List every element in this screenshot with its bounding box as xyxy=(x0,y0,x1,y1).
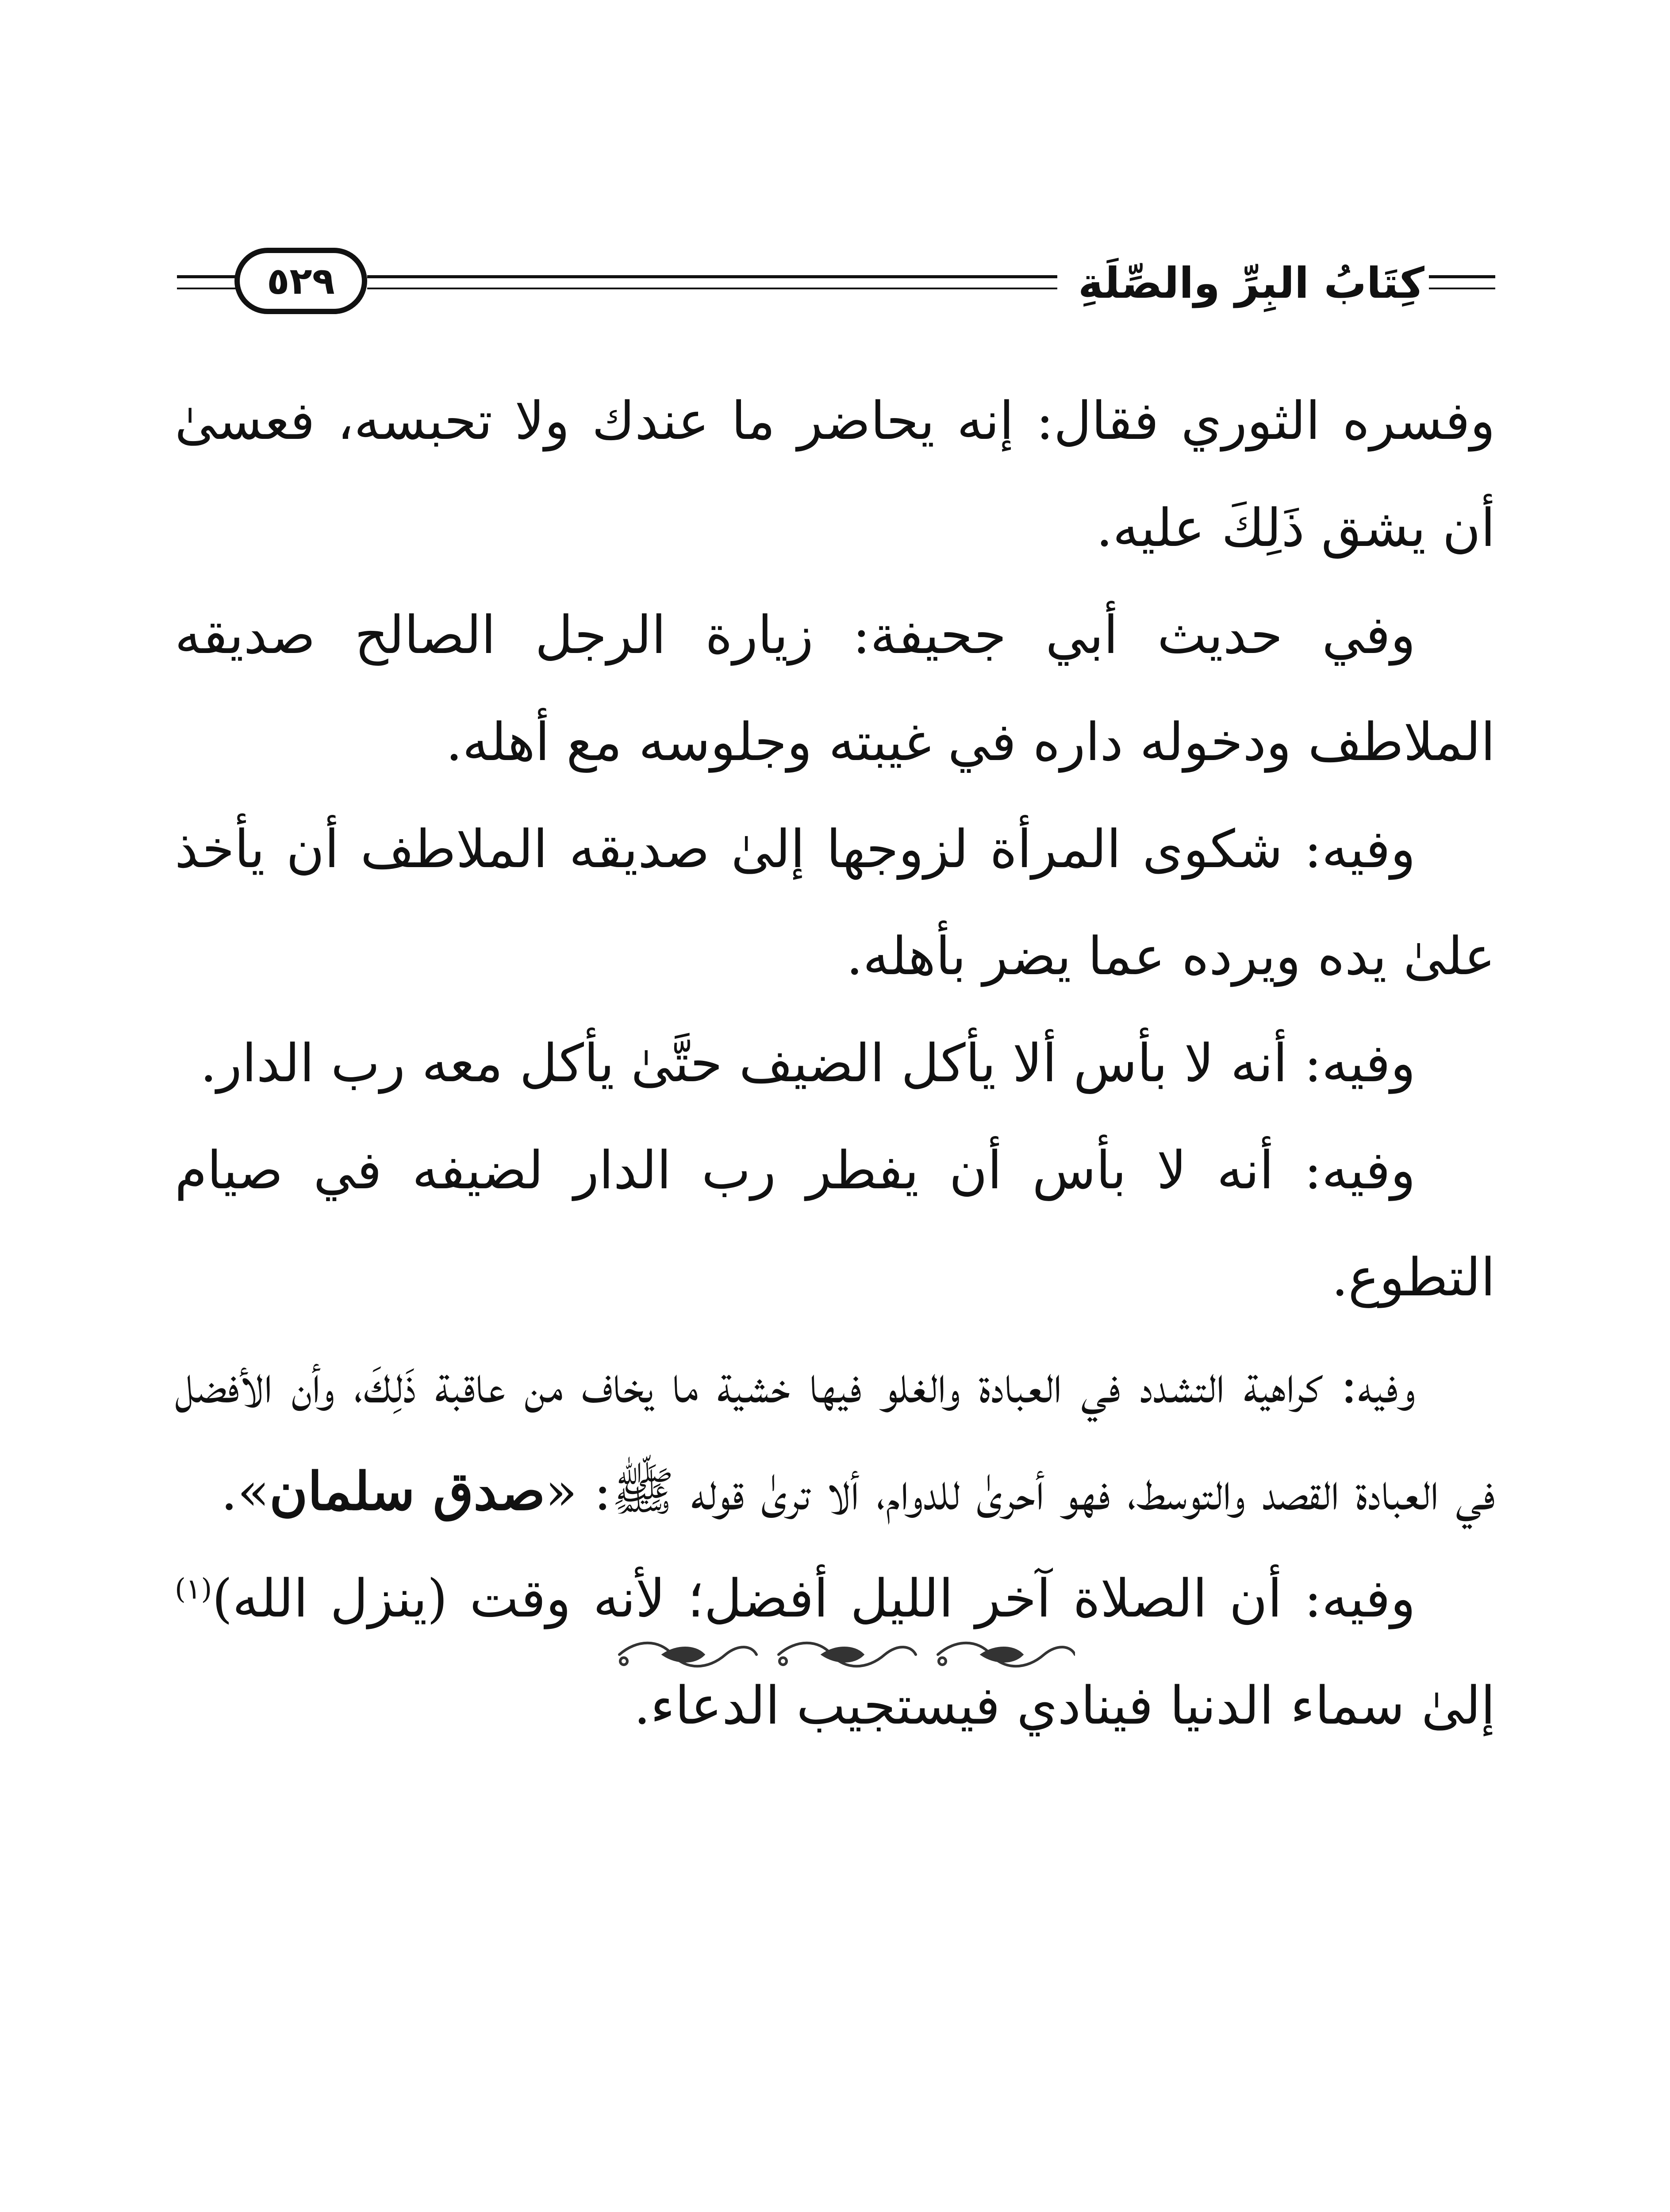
header-rule-right-outer xyxy=(1429,275,1495,278)
paragraph-7-text: وفيه: أن الصلاة آخر الليل أفضل؛ لأنه وقت (ينزل الله) xyxy=(212,1568,1416,1629)
paragraph-2: وفي حديث أبي جحيفة: زيارة الرجل الصالح صديقه الملاطف ودخوله داره في غيبته وجلوسه مع أهله. xyxy=(175,604,1495,772)
quote-bold: صدق سلمان xyxy=(269,1460,545,1522)
book-title: كِتَابُ البِرِّ والصِّلَةِ xyxy=(1078,258,1424,308)
paragraph-3: وفيه: شكوى المرأة لزوجها إلىٰ صديقه الملاطف أن يأخذ علىٰ يده ويرده عما يضر بأهله. xyxy=(175,818,1495,987)
section-divider-ornament-icon xyxy=(610,1637,1075,1672)
paragraph-1: وفسره الثوري فقال: إنه يحاضر ما عندك ولا تحبسه، فعسىٰ أن يشق ذَلِكَ عليه. xyxy=(175,390,1495,558)
header-rule-right-inner xyxy=(1429,288,1495,289)
footnote-reference: (١) xyxy=(175,1573,212,1606)
paragraph-4: وفيه: أنه لا بأس ألا يأكل الضيف حتَّىٰ يأكل معه رب الدار. xyxy=(200,1033,1416,1094)
paragraph-6-end: ». xyxy=(221,1461,269,1522)
page-number-badge xyxy=(234,248,367,314)
paragraph-6-text: وفيه: كراهية التشدد في العبادة والغلو فيها خشية ما يخاف من عاقبة ذَلِكَ، وأن الأفضل في العبادة القصد والتوسط، فهو أحرىٰ للدوام، ألا ترىٰ قوله ﷺ: « xyxy=(175,1354,1495,1522)
paragraph-6 xyxy=(175,1331,1495,1545)
header-rule-middle-inner xyxy=(367,288,1057,289)
body-text xyxy=(175,367,1495,1759)
page-number: ٥٢٩ xyxy=(267,259,335,303)
page-header xyxy=(177,248,1495,319)
paragraph-5: وفيه: أنه لا بأس أن يفطر رب الدار لضيفه في صيام التطوع. xyxy=(175,1140,1495,1308)
paragraph-7-end: إلىٰ سماء الدنيا فينادي فيستجيب الدعاء. xyxy=(633,1675,1495,1736)
header-rule-middle-outer xyxy=(367,275,1057,278)
